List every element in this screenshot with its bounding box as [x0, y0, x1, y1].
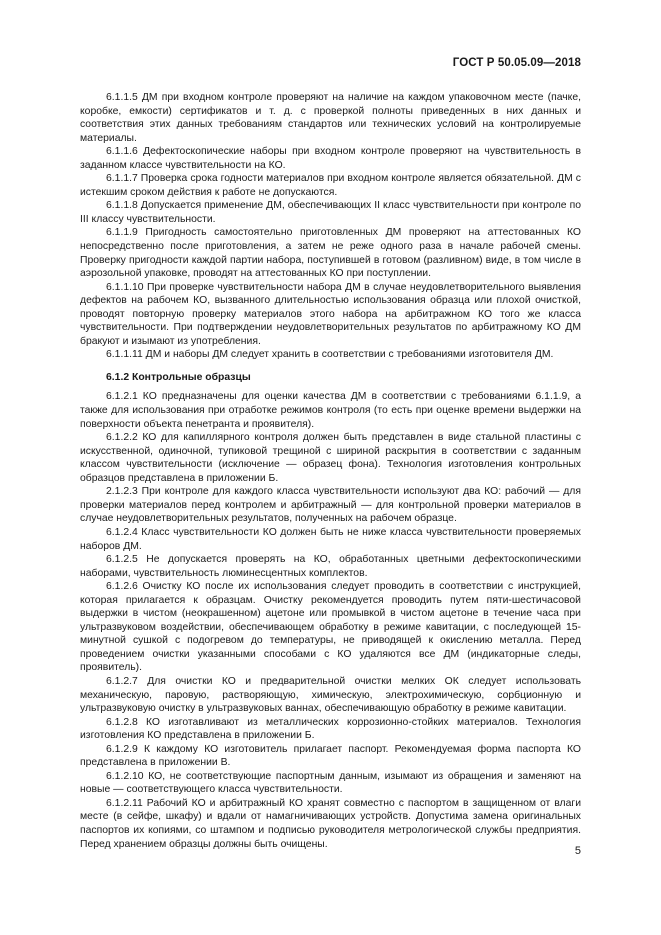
section-6-1-1 — [80, 91, 581, 362]
paragraph-6-1-1-8: 6.1.1.8 Допускается применение ДМ, обеспечивающих II класс чувствительности при контроле по III классу чувствительности. — [80, 200, 581, 225]
paragraph-6-1-1-9: 6.1.1.9 Пригодность самостоятельно приготовленных ДМ проверяют на аттестованных КО непосредственно после приготовления, а затем не реже одного раза в начале рабочей смены. Проверку пригодности каждой партии набора, поступившей в готовом (разливном) виде, в том числе в аэрозольной упаковке, проводят на аттестованных КО при поступлении. — [80, 227, 581, 280]
section-title-control-samples: 6.1.2 Контрольные образцы — [106, 371, 251, 383]
document-body — [80, 91, 581, 851]
paragraph-6-1-2-1: 6.1.2.1 КО предназначены для оценки качества ДМ в соответствии с требованиями 6.1.1.9, а также для использования при отработке режимов контроля (то есть при оценке времени выдержки на поверхности объекта пенетранта и проявителя). — [80, 391, 581, 430]
paragraph-6-1-2-9: 6.1.2.9 К каждому КО изготовитель прилагает паспорт. Рекомендуемая форма паспорта КО представлена в приложении В. — [80, 743, 581, 769]
paragraph-6-1-2-5: 6.1.2.5 Не допускается проверять на КО, обработанных цветными дефектоскопическими наборами, чувствительность люминесцентных комплектов. — [80, 554, 581, 579]
paragraph-6-1-1-11: 6.1.1.11 ДМ и наборы ДМ следует хранить в соответствии с требованиями изготовителя ДМ. — [106, 349, 554, 361]
document-header: ГОСТ Р 50.05.09—2018 — [452, 57, 581, 69]
paragraph-6-1-2-4: 6.1.2.4 Класс чувствительности КО должен быть не ниже класса чувствительности проверяемых наборов ДМ. — [80, 526, 581, 552]
paragraph-6-1-1-6: 6.1.1.6 Дефектоскопические наборы при входном контроле проверяют на чувствительность в заданном классе чувствительности на КО. — [80, 146, 581, 171]
paragraph-6-1-2-2: 6.1.2.2 КО для капиллярного контроля должен быть представлен в виде стальной пластины с искусственной, одиночной, тупиковой трещиной с шириной раскрытия в соответствии с заданным классом чувствительности (исключение — образец фона). Технология изготовления контрольных образцов представлена в приложении Б. — [80, 432, 581, 484]
paragraph-6-1-1-10: 6.1.1.10 При проверке чувствительности набора ДМ в случае неудовлетворительного выявления дефектов на рабочем КО, вызванного длительностью использования образца или плохой очисткой, проводят повторную проверку материалов этого набора на арбитражном КО того же класса чувствительности. При подтверждении неудовлетворительных результатов по арбитражному КО ДМ бракуют и изымают из употребления. — [80, 281, 581, 347]
paragraph-2-1-2-3: 2.1.2.3 При контроле для каждого класса чувствительности используют два КО: рабочий — для проверки материалов перед контролем и арбитражный — для контрольной проверки материалов в случае неудовлетворительных результатов, полученных на рабочем образце. — [80, 486, 581, 525]
paragraph-6-1-1-5: 6.1.1.5 ДМ при входном контроле проверяют на наличие на каждом упаковочном месте (пачке, коробке, емкости) сертификатов и т. д. с проверкой полноты приведенных в них данных и соответствия этих данных требованиям стандартов или технических условий на контролируемые материалы. — [80, 92, 581, 144]
page-number: 5 — [574, 845, 581, 857]
paragraph-6-1-2-11: 6.1.2.11 Рабочий КО и арбитражный КО хранят совместно с паспортом в защищенном от влаги месте (в сейфе, шкафу) и вдали от намагничивающих устройств. Допустима замена оригинальных паспортов их копиями, со штампом и подписью руководителя метрологической службы предприятия. Перед хранением образцы должны быть очищены. — [80, 797, 581, 850]
paragraph-6-1-1-7: 6.1.1.7 Проверка срока годности материалов при входном контроле является обязательной. ДМ с истекшим сроком действия к работе не допускаются. — [80, 173, 581, 198]
paragraph-6-1-2-6: 6.1.2.6 Очистку КО после их использования следует проводить в соответствии с инструкцией, которая прилагается к образцам. Очистку рекомендуется проводить путем пяти-шестичасовой выдержки в чистом (неокрашенном) ацетоне или промывкой в чистом ацетоне в течение часа при ультразвуковом воздействии, обеспечивающем обработку в режиме кавитации, с последующей 15-минутной сушкой с подогревом до температуры, не приводящей к окислению металла. Перед проведением очистки указанными способами с КО удаляются все ДМ (индикаторные следы, проявитель). — [80, 581, 581, 674]
paragraph-6-1-2-8: 6.1.2.8 КО изготавливают из металлических коррозионно-стойких материалов. Технология изготовления КО представлена в приложении Б. — [80, 716, 581, 742]
paragraph-6-1-2-7: 6.1.2.7 Для очистки КО и предварительной очистки мелких ОК следует использовать механическую, паровую, растворяющую, химическую, электрохимическую, сорбционную и ультразвуковую очистку в ультразвуковых ваннах, обеспечивающую обработку в режиме кавитации. — [80, 675, 581, 715]
paragraph-6-1-2-10: 6.1.2.10 КО, не соответствующие паспортным данным, изымают из обращения и заменяют на новые — соответствующего класса чувствительности. — [80, 770, 581, 796]
section-6-1-2 — [80, 371, 581, 851]
